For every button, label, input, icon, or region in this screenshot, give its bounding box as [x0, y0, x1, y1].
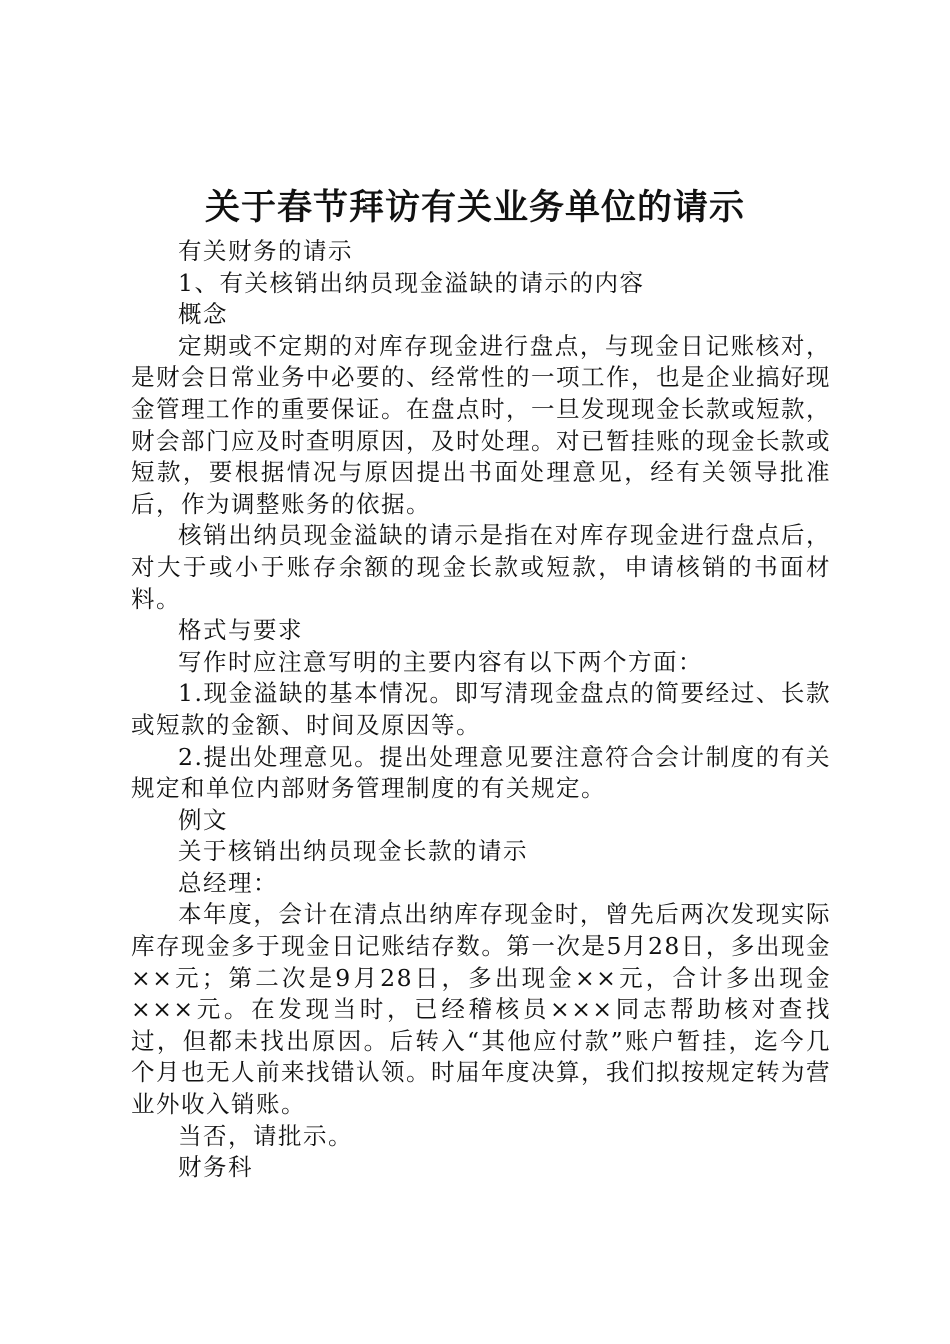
list-item-1: 1.现金溢缺的基本情况。即写清现金盘点的简要经过、长款或短款的金额、时间及原因等。 [131, 679, 831, 739]
list-item-2: 2.提出处理意见。提出处理意见要注意符合会计制度的有关规定和单位内部财务管理制度的有关规定。 [131, 742, 831, 803]
heading-concept: 概念 [178, 300, 228, 329]
example-signature: 财务科 [178, 1153, 253, 1182]
document-title: 关于春节拜访有关业务单位的请示 [204, 188, 745, 228]
heading-finance-request: 有关财务的请示 [178, 237, 353, 265]
example-salutation: 总经理： [178, 868, 278, 897]
paragraph-concept-1: 定期或不定期的对库存现金进行盘点，与现金日记账核对，是财会日常业务中必要的、经常性的一项工作，也是企业搞好现金管理工作的重要保证。在盘点时，一旦发现现金长款或短款，财会部门应及时查明原因，及时处理。对已暂挂账的现金长款或短款，要根据情况与原因提出书面处理意见，经有关领导批准后，作为调整账务的依据。 [131, 331, 831, 518]
heading-example: 例文 [178, 805, 228, 834]
paragraph-concept-2: 核销出纳员现金溢缺的请示是指在对库存现金进行盘点后，对大于或小于账存余额的现金长款或短款，申请核销的书面材料。 [131, 521, 831, 613]
paragraph-format-intro: 写作时应注意写明的主要内容有以下两个方面： [178, 647, 703, 676]
heading-section-1: 1、有关核销出纳员现金溢缺的请示的内容 [178, 268, 645, 297]
document-body [131, 236, 831, 1184]
heading-format: 格式与要求 [178, 616, 303, 645]
example-closing: 当否，请批示。 [178, 1121, 353, 1150]
example-body: 本年度，会计在清点出纳库存现金时，曾先后两次发现实际库存现金多于现金日记账结存数。第一次是5月28日，多出现金××元；第二次是9月28日，多出现金××元，合计多出现金×××元。在发现当时，已经稽核员×××同志帮助核对查找过，但都未找出原因。后转入“其他应付款”账户暂挂，迄今几个月也无人前来找错认领。时届年度决算，我们拟按规定转为营业外收入销账。 [131, 900, 831, 1119]
example-title: 关于核销出纳员现金长款的请示 [178, 837, 528, 866]
